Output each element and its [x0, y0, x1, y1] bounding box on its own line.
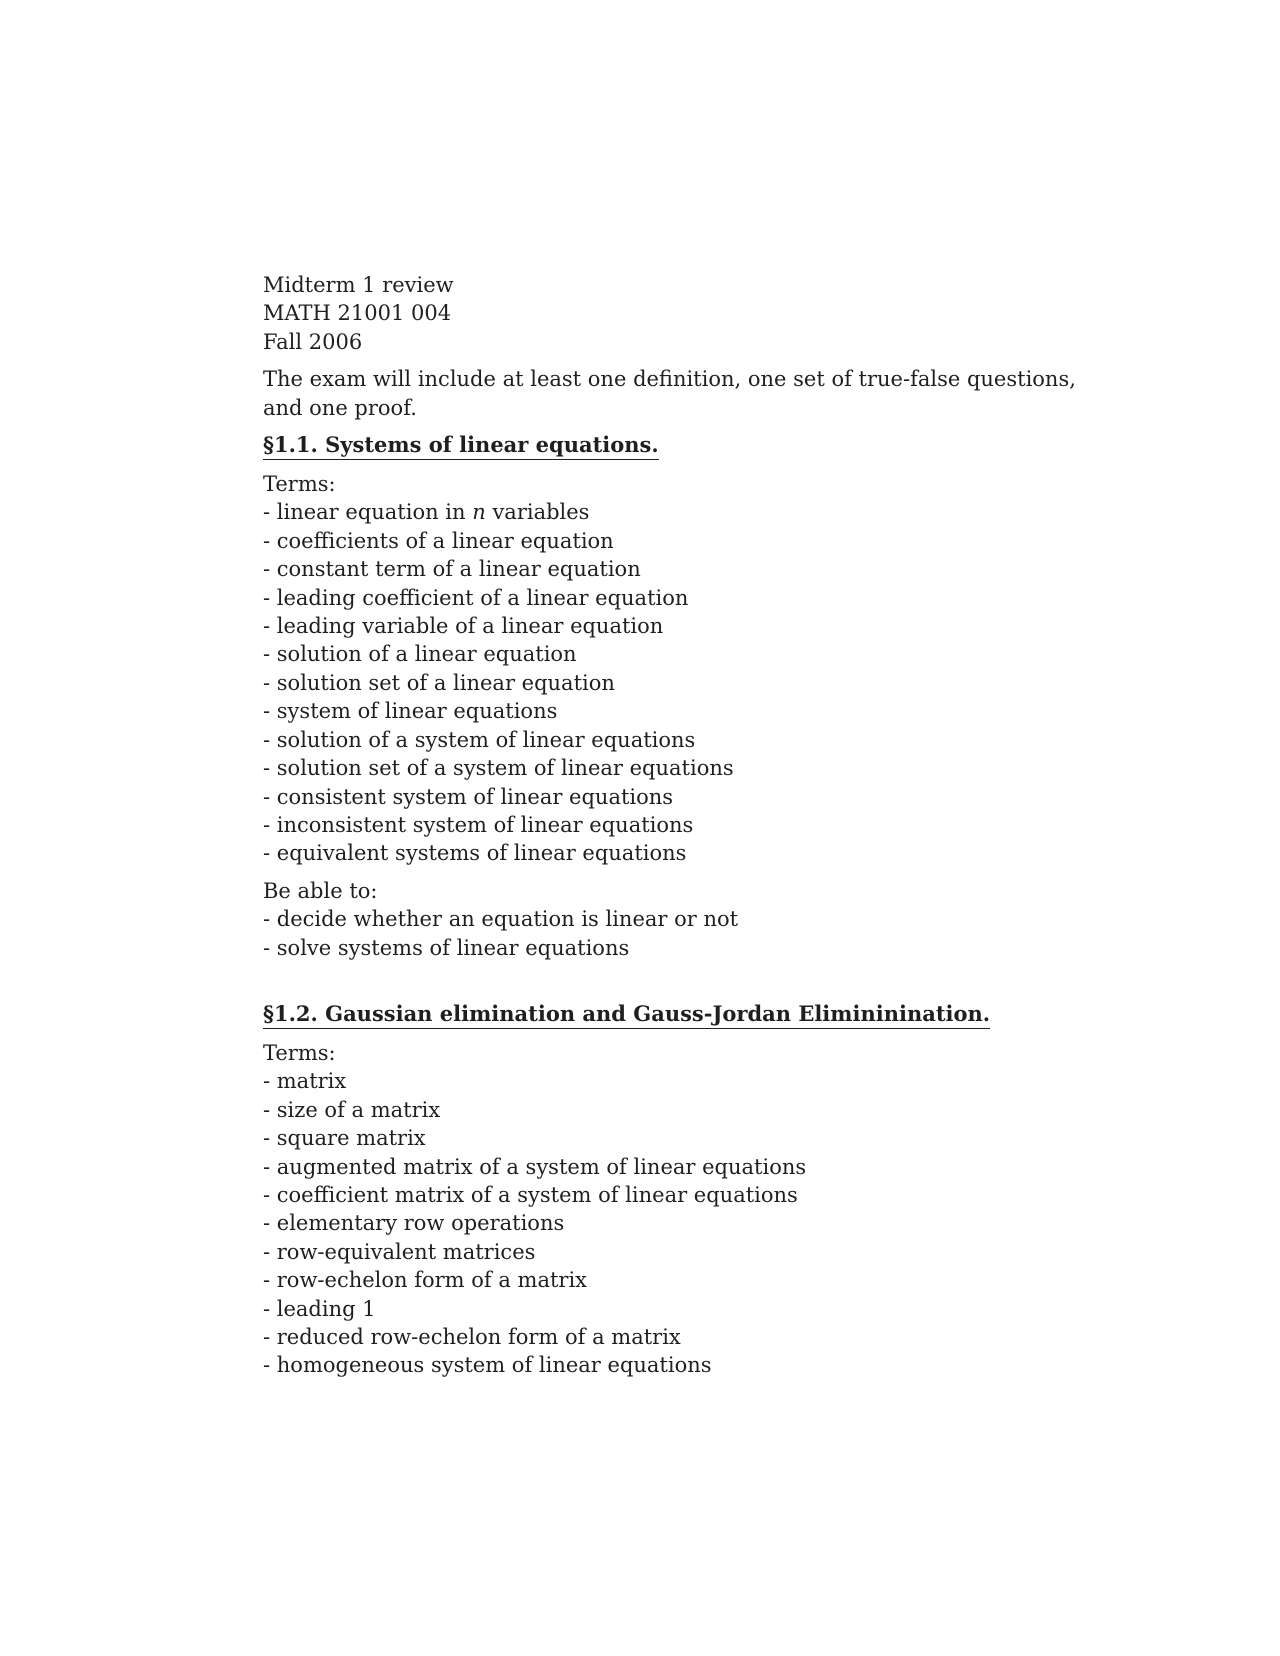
- list-item: - augmented matrix of a system of linear equations: [263, 1154, 807, 1179]
- list-item: [263, 498, 1083, 526]
- term-suffix: variables: [485, 500, 590, 525]
- list-item: - consistent system of linear equations: [263, 784, 674, 809]
- term-prefix: - linear equation in: [263, 500, 473, 525]
- list-item: - solve systems of linear equations: [263, 935, 630, 960]
- list-item: - matrix: [263, 1069, 347, 1094]
- section-1-able-label: Be able to:: [263, 878, 378, 903]
- list-item: - solution of a system of linear equations: [263, 727, 696, 752]
- intro-line-2: and one proof.: [263, 395, 417, 420]
- list-item: - solution of a linear equation: [263, 642, 577, 667]
- list-item: - reduced row-echelon form of a matrix: [263, 1325, 681, 1349]
- list-item: - solution set of a linear equation: [263, 670, 615, 695]
- list-item: - coefficients of a linear equation: [263, 528, 614, 553]
- list-item: - leading variable of a linear equation: [263, 614, 664, 639]
- list-item: - square matrix: [263, 1126, 426, 1151]
- intro-line-1: The exam will include at least one definition, one set of true-false questions,: [263, 367, 1076, 392]
- list-item: - elementary row operations: [263, 1211, 565, 1236]
- doc-title: Midterm 1 review: [263, 273, 454, 297]
- list-item: - constant term of a linear equation: [263, 557, 641, 582]
- variable-n: n: [472, 500, 486, 525]
- section-1-title: §1.1. Systems of linear equations.: [263, 432, 659, 460]
- list-item: - equivalent systems of linear equations: [263, 841, 687, 866]
- list-item: - leading coefficient of a linear equation: [263, 585, 689, 610]
- list-item: - coefficient matrix of a system of linear equations: [263, 1182, 798, 1207]
- list-item: - size of a matrix: [263, 1097, 441, 1122]
- list-item: - row-echelon form of a matrix: [263, 1268, 588, 1293]
- document-page: [263, 271, 1083, 1380]
- list-item: - decide whether an equation is linear or not: [263, 907, 739, 932]
- list-item: - system of linear equations: [263, 699, 558, 724]
- list-item: - leading 1: [263, 1296, 376, 1321]
- section-2-title: §1.2. Gaussian elimination and Gauss-Jordan Elimininination.: [263, 1001, 990, 1029]
- list-item: - inconsistent system of linear equations: [263, 812, 694, 837]
- term-label: Fall 2006: [263, 329, 363, 354]
- list-item: - solution set of a system of linear equations: [263, 756, 734, 781]
- section-1-terms-label: Terms:: [263, 472, 336, 497]
- course-code: MATH 21001 004: [263, 301, 452, 326]
- list-item: - row-equivalent matrices: [263, 1239, 536, 1264]
- section-2-terms-label: Terms:: [263, 1040, 336, 1065]
- list-item: - homogeneous system of linear equations: [263, 1353, 712, 1378]
